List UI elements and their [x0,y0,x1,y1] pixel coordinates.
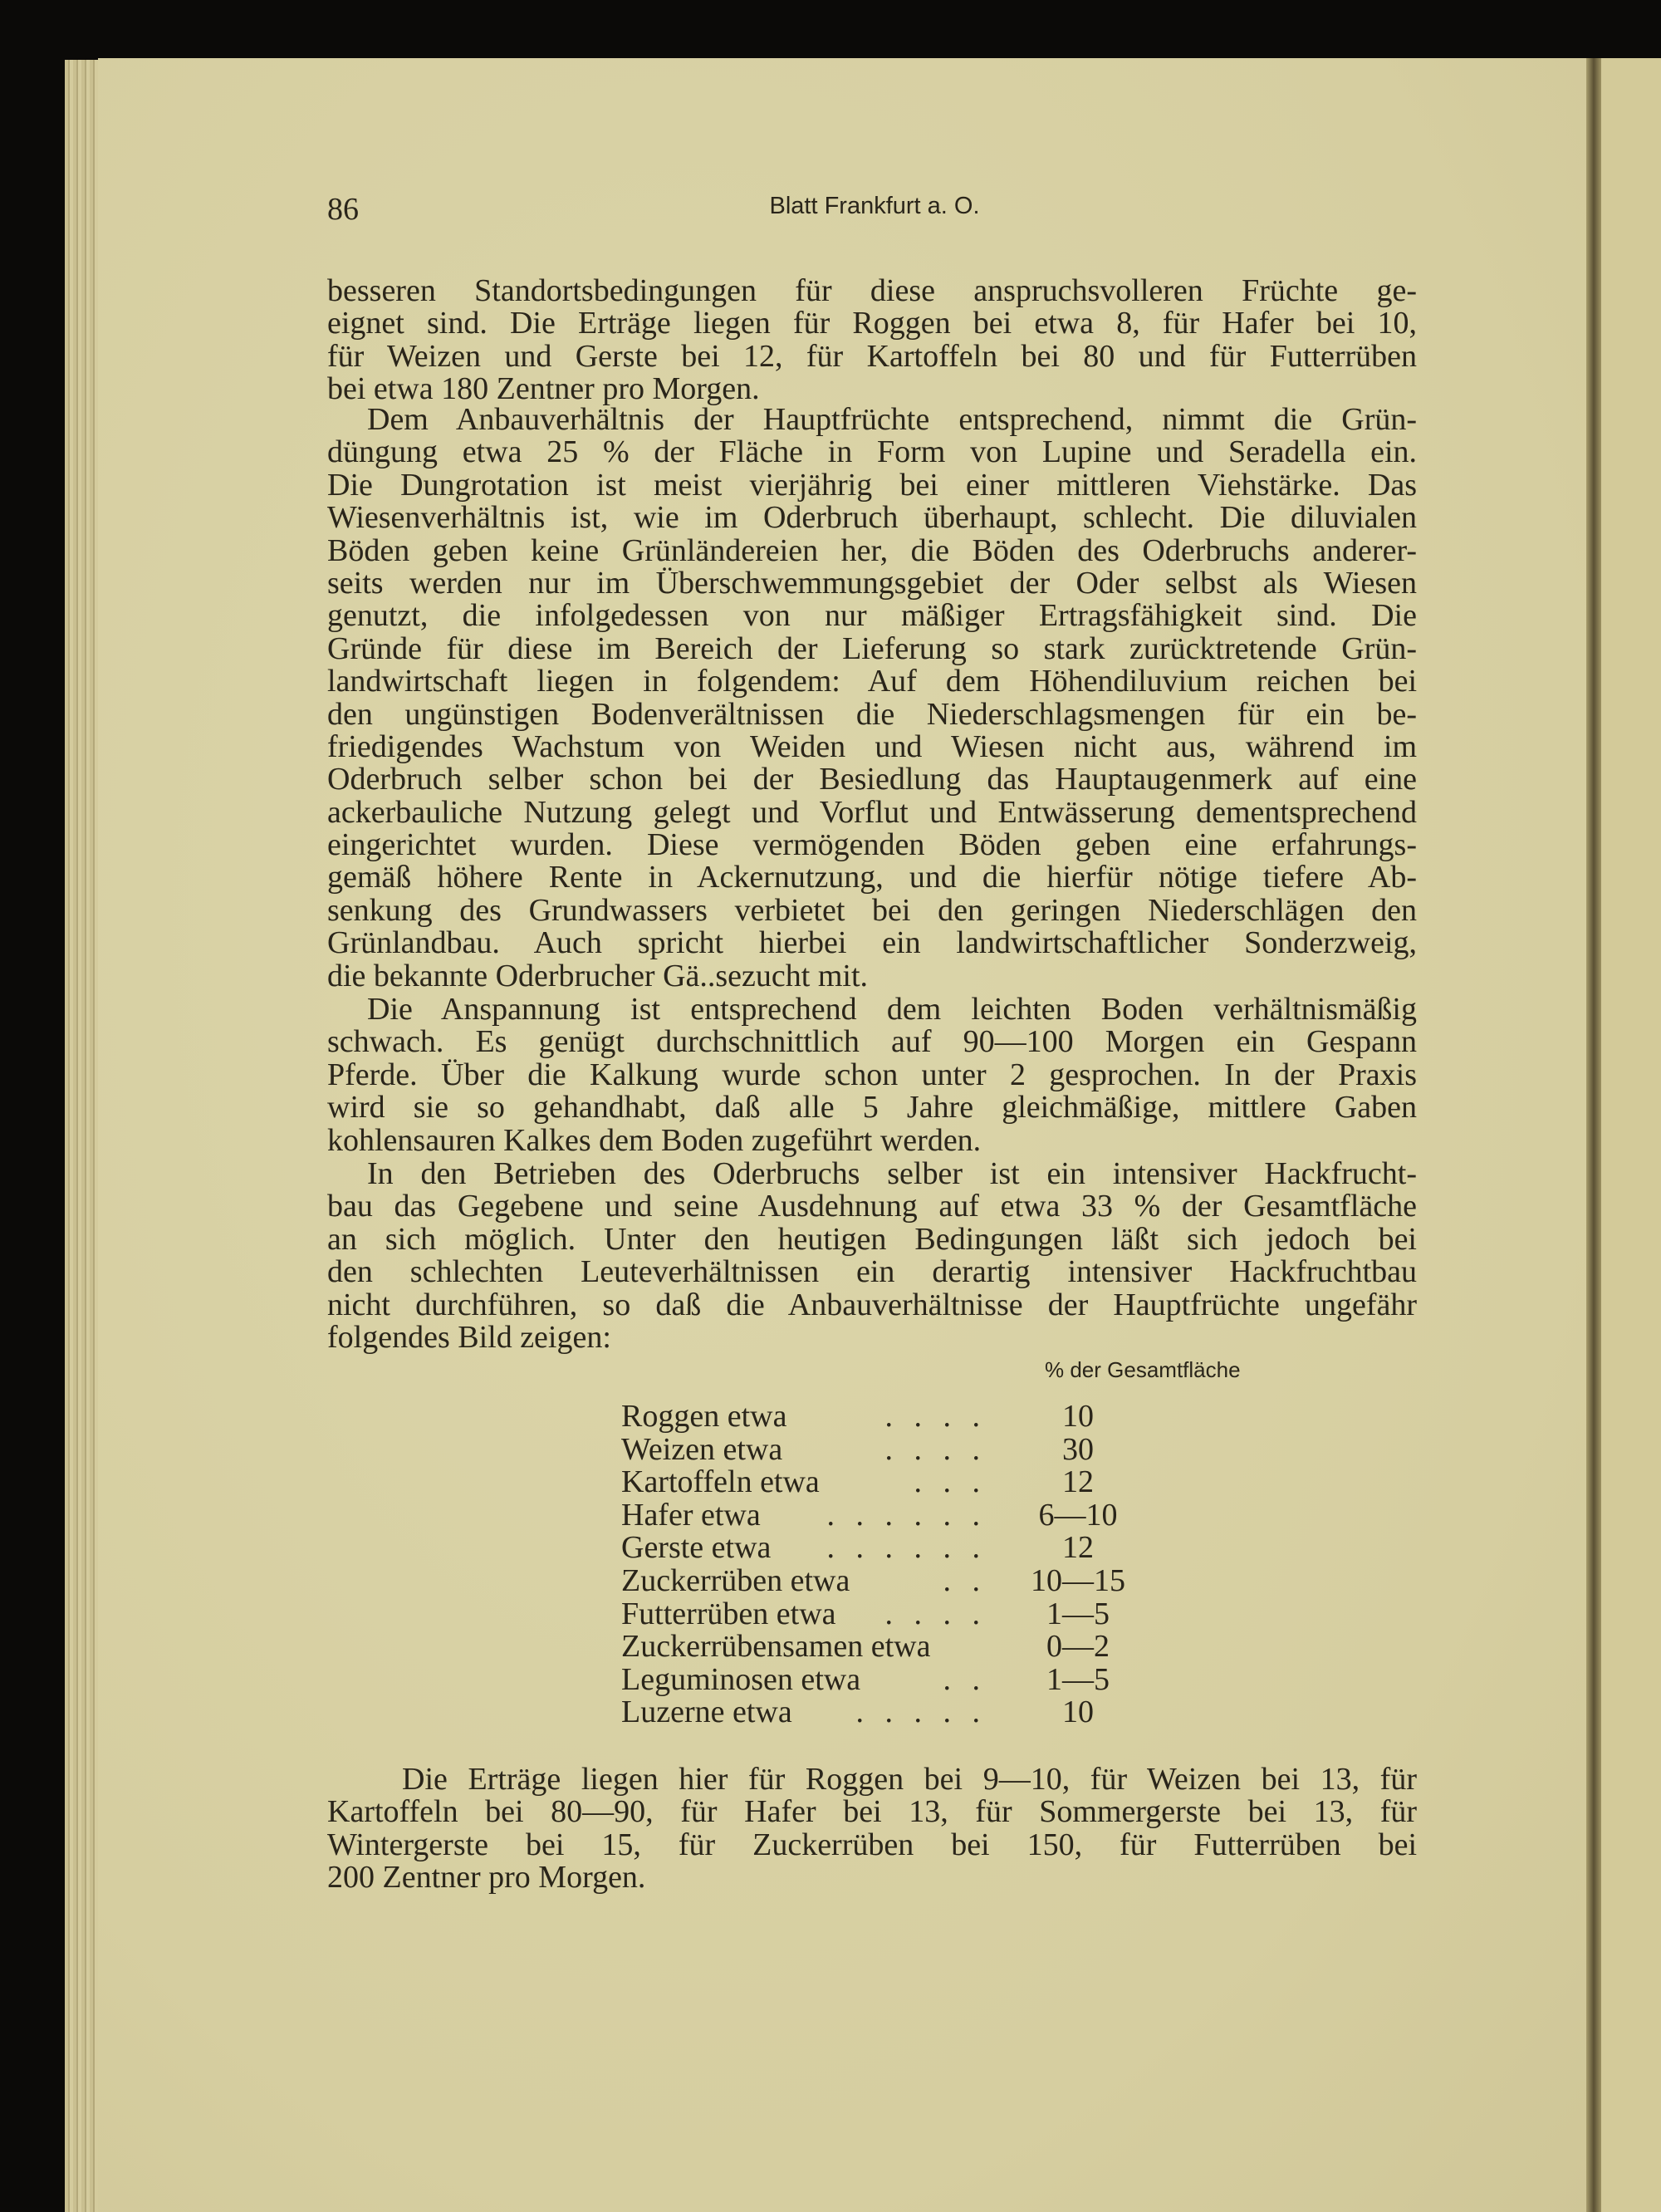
crop-label: Roggen etwa [621,1399,787,1434]
paragraph-2 [327,404,1417,993]
table-row [621,1598,1161,1631]
text-line: wird sie so gehandhabt, daß alle 5 Jahre gleichmäßige, mittlere Gaben [327,1090,1417,1126]
crop-label-cell [621,1400,987,1434]
table-row [621,1466,1161,1499]
crop-label: Weizen etwa [621,1431,783,1467]
paragraph-1 [327,275,1417,406]
text-line: für Weizen und Gerste bei 12, für Kartoffeln bei 80 und für Futterrüben [327,338,1417,374]
text-line: Gründe für diese im Bereich der Lieferung so stark zurücktretende Grün- [327,630,1417,666]
paragraph-3 [327,993,1417,1157]
paragraph-5 [327,1763,1417,1895]
text-line: Grünlandbau. Auch spricht hierbei ein landwirtschaftlicher Sonderzweig, [327,925,1417,961]
text-line: Die Dungrotation ist meist vierjährig bei einer mittleren Viehstärke. Das [327,467,1417,503]
crop-share-value: 10—15 [1031,1562,1125,1598]
text-line: ackerbauliche Nutzung gelegt und Vorflut und Entwässerung dementsprechend [327,794,1417,830]
text-line: kohlensauren Kalkes dem Boden zugeführt werden. [327,1122,982,1158]
crop-label-cell [621,1631,987,1664]
text-line: nicht durchführen, so daß die Anbauverhältnisse der Hauptfrüchte ungefähr [327,1287,1417,1322]
crop-share-value: 10 [1062,1399,1094,1434]
crop-share-value: 0—2 [1046,1629,1110,1665]
leader-dots: . . . . . [855,1695,987,1730]
crop-share-value: 12 [1062,1530,1094,1566]
text-line: Oderbruch selber schon bei der Besiedlung das Hauptaugenmerk auf eine [327,762,1417,797]
text-line: bei etwa 180 Zentner pro Morgen. [327,371,760,407]
crop-label-cell [621,1499,987,1533]
crop-label: Zuckerrübensamen etwa [621,1629,931,1665]
text-line: seits werden nur im Überschwemmungsgebiet der Oder selbst als Wiesen [327,565,1417,601]
crop-label: Futterrüben etwa [621,1596,836,1631]
crop-label-cell [621,1431,987,1467]
crop-label-cell [621,1532,987,1565]
running-title-text: Blatt Frankfurt a. O. [769,193,980,219]
text-line: friedigendes Wachstum von Weiden und Wiesen nicht aus, während im [327,728,1417,764]
text-line: eignet sind. Die Erträge liegen für Roggen bei etwa 8, für Hafer bei 10, [327,306,1417,341]
crop-label-cell [621,1466,987,1499]
text-line: Wiesenverhältnis ist, wie im Oderbruch überhaupt, schlecht. Die diluvialen [327,500,1417,536]
paragraph-4 [327,1158,1417,1354]
crop-label-cell [621,1562,987,1598]
text-line: Kartoffeln bei 80—90, für Hafer bei 13, für Sommergerste bei 13, für [327,1794,1417,1830]
crop-label: Kartoffeln etwa [621,1464,820,1500]
text-line: den schlechten Leuteverhältnissen ein derartig intensiver Hackfruchtbau [327,1254,1417,1290]
text-line: düngung etwa 25 % der Fläche in Form von Lupine und Seradella ein. [327,434,1417,470]
text-line: Pferde. Über die Kalkung wurde schon unter 2 gesprochen. In der Praxis [327,1057,1417,1092]
crop-share-value: 1—5 [1046,1596,1110,1631]
table-row [621,1499,1161,1533]
crop-label: Hafer etwa [621,1497,761,1533]
text-line: eingerichtet wurden. Diese vermögenden Böden geben eine erfahrungs- [327,827,1417,863]
table-row [621,1532,1161,1565]
leader-dots: . . . . [884,1431,987,1467]
table-row [621,1431,1161,1467]
table-row [621,1661,1161,1697]
crop-label: Gerste etwa [621,1530,772,1566]
text-line: senkung des Grundwassers verbietet bei den geringen Niederschlägen den [327,892,1417,928]
table-row [621,1562,1161,1598]
leader-dots: . . . . . . [826,1497,987,1533]
table-row [621,1400,1161,1434]
text-line: Wintergerste bei 15, für Zuckerrüben bei 150, für Futterrüben bei [327,1827,1417,1862]
crop-label-cell [621,1598,987,1631]
book-gutter [1586,58,1601,2212]
crop-share-value: 30 [1062,1431,1094,1467]
crop-share-value: 1—5 [1046,1661,1110,1697]
facing-page-edge [1601,58,1661,2212]
table-column-header: % der Gesamtfläche [1045,1357,1241,1382]
scan-border-top [0,0,1661,60]
table-row [621,1631,1161,1664]
leader-dots: . . . . . . [826,1530,987,1566]
running-title [708,193,1041,220]
table-row [621,1696,1161,1729]
crop-label-cell [621,1661,987,1697]
text-line: In den Betrieben des Oderbruchs selber ist ein intensiver Hackfrucht- [367,1156,1417,1191]
text-line: Die Erträge liegen hier für Roggen bei 9—10, für Weizen bei 13, für [402,1762,1417,1797]
leader-dots: . . . [914,1464,987,1500]
text-line: gemäß höhere Rente in Ackernutzung, und die hierfür nötige tiefere Ab- [327,860,1417,895]
leader-dots: . . [943,1562,987,1598]
page-number: 86 [327,192,359,227]
crop-label: Luzerne etwa [621,1695,792,1730]
crop-label-cell [621,1696,987,1729]
text-line: landwirtschaft liegen in folgendem: Auf dem Höhendiluvium reichen bei [327,664,1417,699]
text-line: folgendes Bild zeigen: [327,1319,611,1355]
crop-label: Leguminosen etwa [621,1661,861,1697]
text-line: Die Anspannung ist entsprechend dem leichten Boden verhältnismäßig [367,992,1417,1027]
text-line: Böden geben keine Grünländereien her, die Böden des Oderbruchs anderer- [327,532,1417,568]
text-line: besseren Standortsbedingungen für diese anspruchsvolleren Früchte ge- [327,273,1417,308]
text-line: genutzt, die infolgedessen von nur mäßiger Ertragsfähigkeit sind. Die [327,598,1417,634]
leader-dots: . . [943,1661,987,1697]
text-line: schwach. Es genügt durchschnittlich auf 90—100 Morgen ein Gespann [327,1024,1417,1060]
crop-label: Zuckerrüben etwa [621,1562,850,1598]
text-line: den ungünstigen Bodenverältnissen die Niederschlagsmengen für ein be- [327,696,1417,732]
crop-share-value: 10 [1062,1695,1094,1730]
text-line: bau das Gegebene und seine Ausdehnung auf etwa 33 % der Gesamtfläche [327,1189,1417,1224]
crop-share-value: 6—10 [1038,1497,1118,1533]
crop-share-value: 12 [1062,1464,1094,1500]
text-line: an sich möglich. Unter den heutigen Bedingungen läßt sich jedoch bei [327,1221,1417,1257]
leader-dots: . . . . [884,1596,987,1631]
leader-dots [930,1631,987,1664]
text-line: die bekannte Oderbrucher Gä..sezucht mit. [327,958,869,993]
text-line: 200 Zentner pro Morgen. [327,1860,646,1896]
crop-share-table [621,1400,1161,1729]
text-line: Dem Anbauverhältnis der Hauptfrüchte entsprechend, nimmt die Grün- [367,402,1417,437]
leader-dots: . . . . [884,1399,987,1434]
